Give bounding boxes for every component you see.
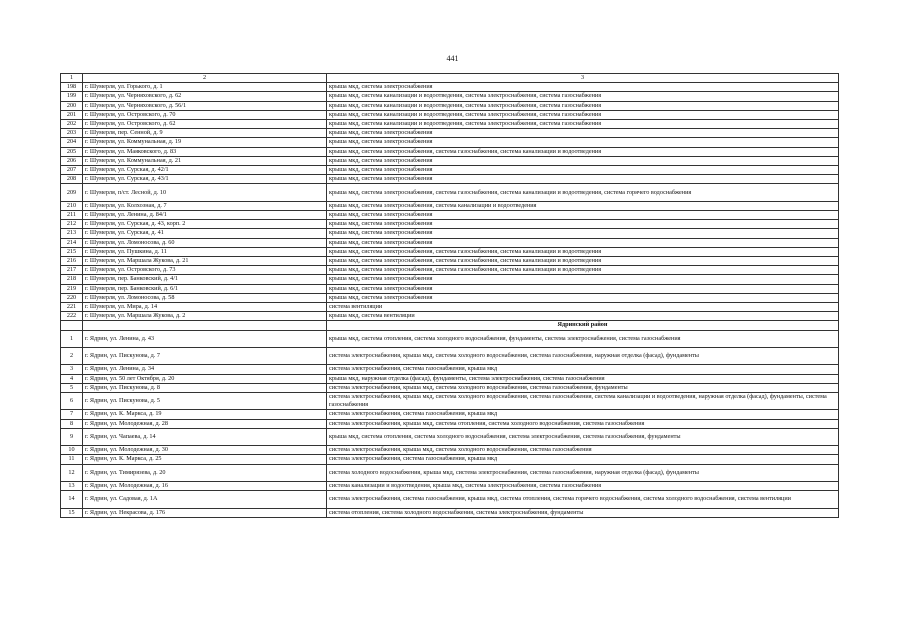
table-row xyxy=(61,303,839,312)
table-row xyxy=(61,330,839,347)
table-row xyxy=(61,365,839,374)
row-address: г. Шумерля, пер. Банковский, д. 4/1 xyxy=(83,275,327,284)
row-number: 11 xyxy=(61,455,83,464)
table-header-row xyxy=(61,74,839,83)
row-address: г. Шумерля, ул. Коммунальная, д. 19 xyxy=(83,138,327,147)
table-row xyxy=(61,266,839,275)
row-works: крыша мкд, система электроснабжения, система газоснабжения, система канализации и водоотведения xyxy=(327,266,839,275)
row-works: крыша мкд, система электроснабжения xyxy=(327,275,839,284)
row-number: 15 xyxy=(61,508,83,517)
row-works: крыша мкд, система электроснабжения xyxy=(327,138,839,147)
row-address: г. Ядрин, ул. К. Маркса, д. 19 xyxy=(83,410,327,419)
row-works: крыша мкд, система вентиляции xyxy=(327,312,839,321)
table-row xyxy=(61,275,839,284)
row-address: г. Шумерля, пер. Банковский, д. 6/1 xyxy=(83,284,327,293)
row-works: система отопления, система холодного водоснабжения, система электроснабжения, фундаменты xyxy=(327,508,839,517)
row-works: система вентиляции xyxy=(327,303,839,312)
row-works: крыша мкд, система электроснабжения, система газоснабжения, система канализации и водоотведения xyxy=(327,247,839,256)
row-number: 203 xyxy=(61,129,83,138)
table-row xyxy=(61,211,839,220)
row-works: крыша мкд, система канализации и водоотведения, система электроснабжения, система газоснабжения xyxy=(327,120,839,129)
row-address: г. Шумерля, ул. Коммунальная, д. 21 xyxy=(83,156,327,165)
table-row xyxy=(61,393,839,410)
row-address: г. Ядрин, ул. Пискунова, д. 7 xyxy=(83,348,327,365)
row-number: 6 xyxy=(61,393,83,410)
table-row xyxy=(61,110,839,119)
row-address: г. Ядрин, ул. Некрасова, д. 176 xyxy=(83,508,327,517)
row-address: г. Шумерля, ул. Островского, д. 70 xyxy=(83,110,327,119)
row-address: г. Шумерля, ул. Колхозная, д. 7 xyxy=(83,201,327,210)
row-works: крыша мкд, система отопления, система холодного водоснабжения, система электроснабжения, система газоснабжения, фундаменты xyxy=(327,428,839,445)
table-row xyxy=(61,428,839,445)
row-address: г. Шумерля, ул. Сурская, д. 43, корп. 2 xyxy=(83,220,327,229)
row-works: крыша мкд, система канализации и водоотведения, система электроснабжения, система газоснабжения xyxy=(327,101,839,110)
row-address: г. Ядрин, ул. Молодежная, д. 28 xyxy=(83,419,327,428)
row-address: г. Шумерля, ул. Островского, д. 73 xyxy=(83,266,327,275)
row-works: крыша мкд, система канализации и водоотведения, система электроснабжения, система газоснабжения xyxy=(327,92,839,101)
row-works: система электроснабжения, крыша мкд, система холодного водоснабжения, система газоснабжения, система канализации и водоотведения, наружная отделка (фасад), фундаменты, система газоснабжения xyxy=(327,393,839,410)
table-row xyxy=(61,229,839,238)
table-row xyxy=(61,284,839,293)
row-address: г. Шумерля, ул. Ленина, д. 84/1 xyxy=(83,211,327,220)
row-number: 205 xyxy=(61,147,83,156)
row-works: система электроснабжения, крыша мкд, система холодного водоснабжения, система газоснабжения, фундаменты xyxy=(327,383,839,392)
row-works: крыша мкд, система отопления, система холодного водоснабжения, фундаменты, система электроснабжения, система газоснабжения xyxy=(327,330,839,347)
row-address: г. Ядрин, ул. Пискунова, д. 8 xyxy=(83,383,327,392)
repair-table xyxy=(60,73,839,518)
table-row xyxy=(61,247,839,256)
row-works: система электроснабжения, крыша мкд, система холодного водоснабжения, система газоснабжения, наружная отделка (фасад), фундаменты xyxy=(327,348,839,365)
row-address: г. Ядрин, ул. Молодежная, д. 16 xyxy=(83,482,327,491)
table-row xyxy=(61,491,839,508)
table-row xyxy=(61,383,839,392)
row-address: г. Ядрин, ул. Ленина, д. 34 xyxy=(83,365,327,374)
row-address: г. Шумерля, ул. Сурская, д. 43/1 xyxy=(83,175,327,184)
row-number: 200 xyxy=(61,101,83,110)
row-address: г. Шумерля, ул. Маршала Жукова, д. 21 xyxy=(83,257,327,266)
row-address: г. Шумерля, ул. Сурская, д. 41 xyxy=(83,229,327,238)
row-number: 218 xyxy=(61,275,83,284)
row-number: 217 xyxy=(61,266,83,275)
row-works: крыша мкд, система электроснабжения xyxy=(327,129,839,138)
row-works: система холодного водоснабжения, крыша мкд, система электроснабжения, система газоснабжения, наружная отделка (фасад), фундаменты xyxy=(327,464,839,481)
row-number: 213 xyxy=(61,229,83,238)
row-number: 215 xyxy=(61,247,83,256)
table-row xyxy=(61,129,839,138)
row-address: г. Ядрин, ул. 50 лет Октября, д. 20 xyxy=(83,374,327,383)
row-number: 201 xyxy=(61,110,83,119)
row-address: г. Ядрин, ул. Тимирязева, д. 20 xyxy=(83,464,327,481)
row-number: 222 xyxy=(61,312,83,321)
table-row xyxy=(61,374,839,383)
row-works: крыша мкд, система электроснабжения, система газоснабжения, система канализации и водоотведения xyxy=(327,147,839,156)
row-number: 221 xyxy=(61,303,83,312)
table-row xyxy=(61,455,839,464)
row-address: г. Шумерля, ул. Ломоносова, д. 60 xyxy=(83,238,327,247)
row-number: 4 xyxy=(61,374,83,383)
row-works: крыша мкд, наружная отделка (фасад), фундаменты, система электроснабжения, система газоснабжения xyxy=(327,374,839,383)
row-address: г. Шумерля, ул. Маршала Жукова, д. 2 xyxy=(83,312,327,321)
table-row xyxy=(61,419,839,428)
row-number: 199 xyxy=(61,92,83,101)
row-works: система электроснабжения, система газоснабжения, крыша мкд xyxy=(327,410,839,419)
row-works: крыша мкд, система электроснабжения xyxy=(327,293,839,302)
row-number: 7 xyxy=(61,410,83,419)
table-row xyxy=(61,175,839,184)
row-address: г. Шумерля, ул. Черняховского, д. 56/1 xyxy=(83,101,327,110)
row-address: г. Шумерля, ул. Маяковского, д. 83 xyxy=(83,147,327,156)
row-number: 207 xyxy=(61,166,83,175)
row-address: г. Ядрин, ул. Садовая, д. 1А xyxy=(83,491,327,508)
row-address: г. Шумерля, ул. Ломоносова, д. 58 xyxy=(83,293,327,302)
row-address: г. Шумерля, п/ст. Лесной, д. 10 xyxy=(83,184,327,201)
table-row xyxy=(61,482,839,491)
row-number: 206 xyxy=(61,156,83,165)
row-address: г. Ядрин, ул. Молодежная, д. 30 xyxy=(83,446,327,455)
row-number: 209 xyxy=(61,184,83,201)
row-works: система электроснабжения, система газоснабжения, крыша мкд, система отопления, система горячего водоснабжения, система холодного водоснабжения, система вентиляции xyxy=(327,491,839,508)
table-row xyxy=(61,446,839,455)
row-number: 204 xyxy=(61,138,83,147)
section-title: Ядринский район xyxy=(327,321,839,330)
table-row xyxy=(61,184,839,201)
row-address: г. Ядрин, ул. Ленина, д. 43 xyxy=(83,330,327,347)
table-row xyxy=(61,220,839,229)
table-row xyxy=(61,166,839,175)
table-row xyxy=(61,312,839,321)
table-row xyxy=(61,410,839,419)
row-number: 216 xyxy=(61,257,83,266)
row-number: 208 xyxy=(61,175,83,184)
header-col-1: 1 xyxy=(61,74,83,83)
row-works: крыша мкд, система электроснабжения xyxy=(327,166,839,175)
row-works: система электроснабжения, система газоснабжения, крыша мкд xyxy=(327,365,839,374)
row-address: г. Ядрин, ул. Чапаева, д. 14 xyxy=(83,428,327,445)
row-number: 214 xyxy=(61,238,83,247)
row-number: 202 xyxy=(61,120,83,129)
row-number: 220 xyxy=(61,293,83,302)
row-works: крыша мкд, система электроснабжения xyxy=(327,220,839,229)
table-row xyxy=(61,348,839,365)
row-address: г. Шумерля, ул. Черняховского, д. 62 xyxy=(83,92,327,101)
header-col-2: 2 xyxy=(83,74,327,83)
row-number: 3 xyxy=(61,365,83,374)
row-works: крыша мкд, система электроснабжения, система канализации и водоотведения xyxy=(327,201,839,210)
row-works: крыша мкд, система электроснабжения xyxy=(327,211,839,220)
row-address: г. Шумерля, ул. Пушкина, д. 11 xyxy=(83,247,327,256)
row-works: крыша мкд, система электроснабжения xyxy=(327,238,839,247)
row-number: 14 xyxy=(61,491,83,508)
row-address: г. Шумерля, ул. Островского, д. 62 xyxy=(83,120,327,129)
table-row xyxy=(61,83,839,92)
row-address: г. Шумерля, ул. Сурская, д. 42/1 xyxy=(83,166,327,175)
row-number: 5 xyxy=(61,383,83,392)
table-row xyxy=(61,201,839,210)
row-number: 13 xyxy=(61,482,83,491)
row-address: г. Ядрин, ул. Пискунова, д. 5 xyxy=(83,393,327,410)
row-works: система электроснабжения, крыша мкд, система отопления, система холодного водоснабжения, система газоснабжения xyxy=(327,419,839,428)
table-row xyxy=(61,101,839,110)
row-address: г. Шумерля, ул. Горького, д. 1 xyxy=(83,83,327,92)
table-row xyxy=(61,92,839,101)
section-header-row xyxy=(61,321,839,330)
row-works: система канализации и водоотведения, крыша мкд, система электроснабжения, система газоснабжения xyxy=(327,482,839,491)
row-number: 8 xyxy=(61,419,83,428)
row-address: г. Шумерля, ул. Мира, д. 14 xyxy=(83,303,327,312)
table-row xyxy=(61,293,839,302)
row-address: г. Ядрин, ул. К. Маркса, д. 25 xyxy=(83,455,327,464)
row-works: система электроснабжения, система газоснабжения, крыша мкд xyxy=(327,455,839,464)
table-row xyxy=(61,120,839,129)
table-row xyxy=(61,257,839,266)
row-works: крыша мкд, система электроснабжения xyxy=(327,156,839,165)
table-row xyxy=(61,138,839,147)
table-row xyxy=(61,156,839,165)
header-col-3: 3 xyxy=(327,74,839,83)
row-number: 212 xyxy=(61,220,83,229)
row-works: крыша мкд, система электроснабжения xyxy=(327,229,839,238)
table-row xyxy=(61,508,839,517)
row-works: крыша мкд, система электроснабжения xyxy=(327,83,839,92)
row-number: 1 xyxy=(61,330,83,347)
row-works: крыша мкд, система электроснабжения xyxy=(327,175,839,184)
row-number: 12 xyxy=(61,464,83,481)
row-works: крыша мкд, система канализации и водоотведения, система электроснабжения, система газоснабжения xyxy=(327,110,839,119)
row-works: крыша мкд, система электроснабжения, система газоснабжения, система канализации и водоотведения, система горячего водоснабжения xyxy=(327,184,839,201)
row-works: крыша мкд, система электроснабжения, система газоснабжения, система канализации и водоотведения xyxy=(327,257,839,266)
row-number: 219 xyxy=(61,284,83,293)
row-works: крыша мкд, система электроснабжения xyxy=(327,284,839,293)
table-row xyxy=(61,147,839,156)
row-number: 198 xyxy=(61,83,83,92)
row-works: система электроснабжения, крыша мкд, система холодного водоснабжения, система газоснабжения xyxy=(327,446,839,455)
row-number: 2 xyxy=(61,348,83,365)
table-row xyxy=(61,464,839,481)
row-number: 211 xyxy=(61,211,83,220)
page-number: 441 xyxy=(446,54,459,63)
table-row xyxy=(61,238,839,247)
row-address: г. Шумерля, пер. Сенной, д. 9 xyxy=(83,129,327,138)
row-number: 10 xyxy=(61,446,83,455)
row-number: 9 xyxy=(61,428,83,445)
row-number: 210 xyxy=(61,201,83,210)
